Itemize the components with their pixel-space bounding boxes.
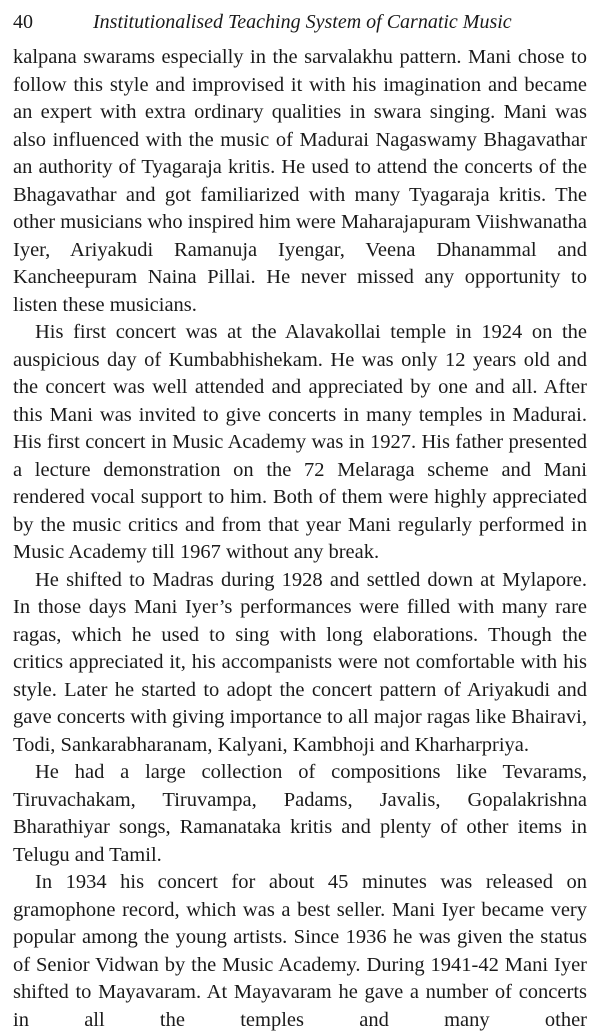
paragraph-compositions: He had a large collection of compositions like Tevarams, Tiruvachakam, Tiruvampa, Padams, Javalis, Gopalakrishna Bharathiyar songs, Ramanataka kritis and plenty of other items in Telugu and Tamil. — [13, 761, 587, 866]
paragraph-continuation: kalpana swarams especially in the sarvalakhu pattern. Mani chose to follow this style and improvised it with his imagination and became an expert with extra ordinary qualities in swara singing. Mani was also influenced with the music of Madurai Nagaswamy Bhagavathar an authority of Tyagaraja kritis. He used to attend the concerts of the Bhagavathar and got familiarized with many Tyagaraja kritis. The other musicians who inspired him were Maharajapuram Viishwanatha Iyer, Ariyakudi Ramanuja Iyengar, Veena Dhanammal and Kancheepuram Naina Pillai. He never missed any opportunity to listen these musicians. — [13, 46, 587, 316]
body-text — [13, 44, 587, 1034]
page-header — [13, 8, 587, 40]
running-title: Institutionalised Teaching System of Carnatic Music — [93, 11, 512, 33]
paragraph-first-concert: His first concert was at the Alavakollai temple in 1924 on the auspicious day of Kumbabhishekam. He was only 12 years old and the concert was well attended and appreciated by one and all. After this Mani was invited to give concerts in many temples in Madurai. His first concert in Music Academy was in 1927. His father presented a lecture demonstration on the 72 Melaraga scheme and Mani rendered vocal support to him. Both of them were highly appreciated by the music critics and from that year Mani regularly performed in Music Academy till 1967 without any break. — [13, 321, 587, 563]
page-number: 40 — [13, 11, 33, 33]
book-page — [13, 8, 587, 1031]
paragraph-gramophone: In 1934 his concert for about 45 minutes was released on gramophone record, which was a best seller. Mani Iyer became very popular among the young artists. Since 1936 he was given the status of Senior Vidwan by the Music Academy. During 1941-42 Mani Iyer shifted to Mayavaram. At Mayavaram he gave a number of concerts in all the temples and many other — [13, 871, 587, 1031]
paragraph-madras: He shifted to Madras during 1928 and settled down at Mylapore. In those days Mani Iyer’s performances were filled with many rare ragas, which he used to sing with long elaborations. Though the critics appreciated it, his accompanists were not comfortable with his style. Later he started to adopt the concert pattern of Ariyakudi and gave concerts with giving importance to all major ragas like Bhairavi, Todi, Sankarabharanam, Kalyani, Kambhoji and Kharharpriya. — [13, 568, 587, 756]
